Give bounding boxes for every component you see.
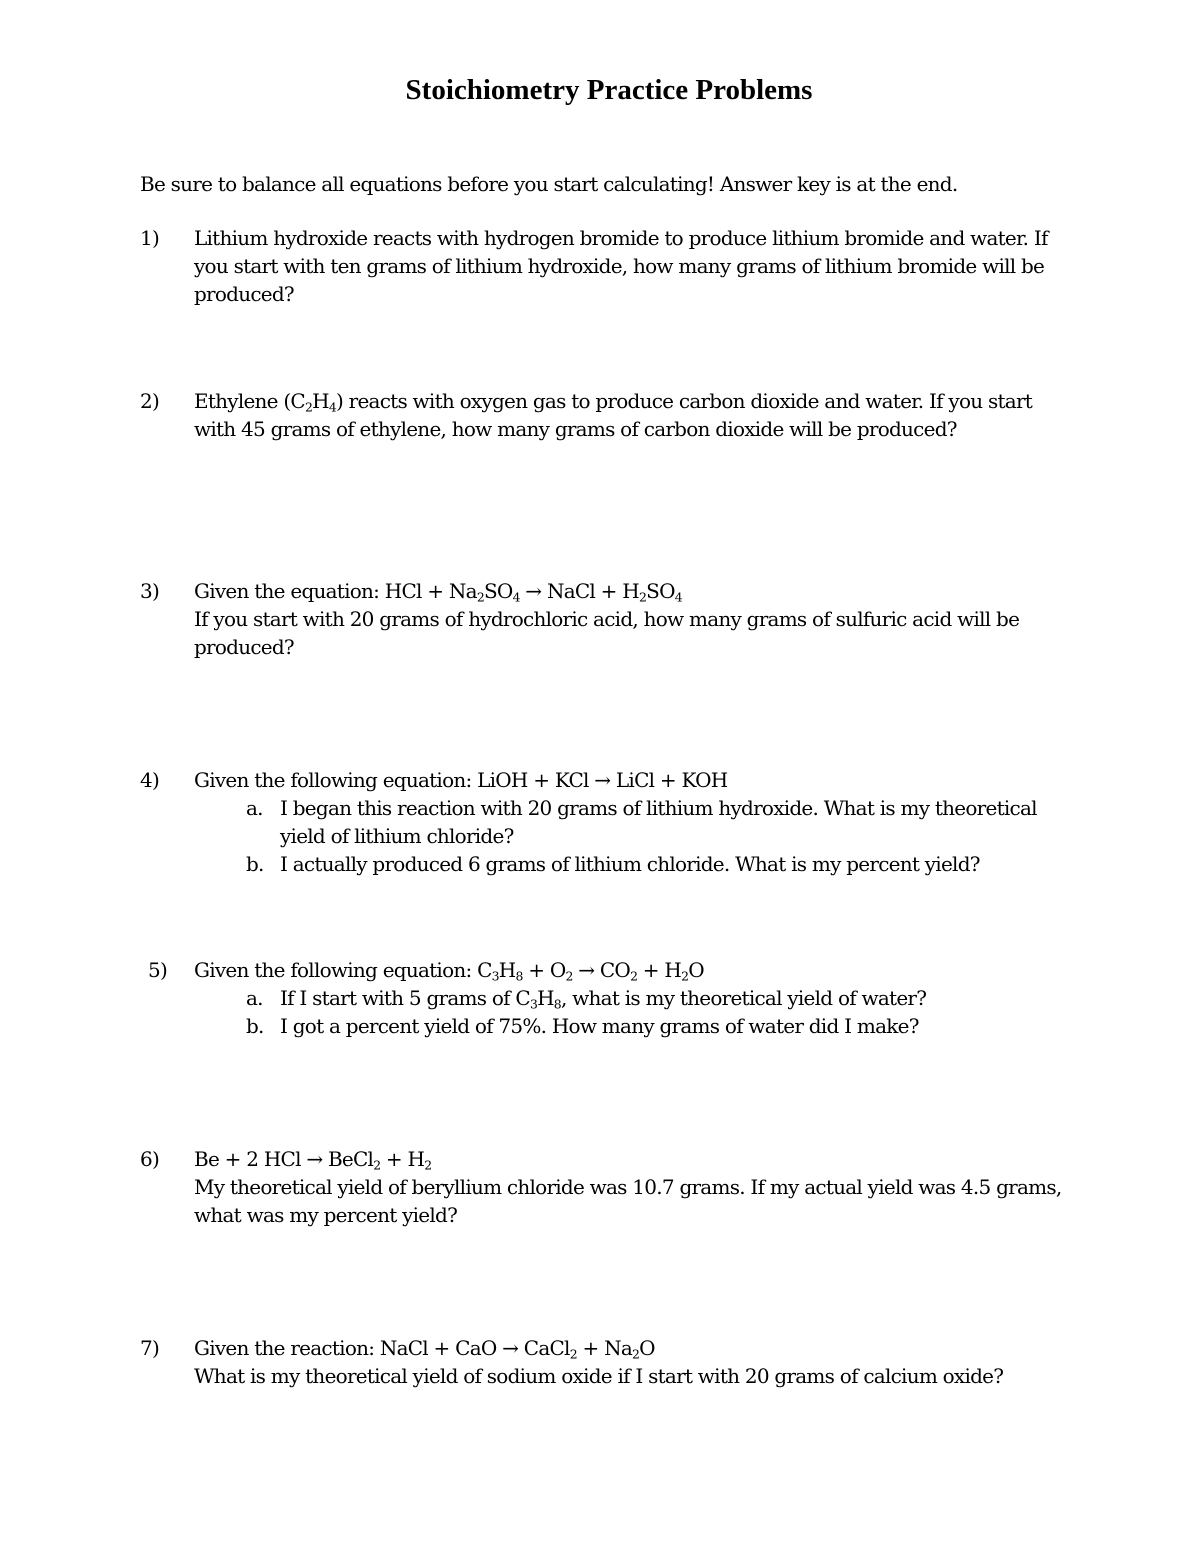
sub-question-a: a. If I start with 5 grams of $C_3H_8$, what is my theoretical yield of water? [246, 986, 927, 1012]
problem-4 [140, 766, 1090, 878]
sub-question-b: b. I got a percent yield of 75%. How many grams of water did I make? [246, 1014, 919, 1038]
sub-question-a: a. I began this reaction with 20 grams of lithium hydroxide. What is my theoretical yield of lithium chloride? [246, 796, 1037, 848]
equation: Given the following equation: $C_3H_8 + O_2 \to CO_2 + H_2O$ [194, 958, 704, 984]
equation: Given the equation: HCl + $Na_2SO_4$ → NaCl + $H_2SO_4$ [194, 579, 682, 605]
problem-1 [140, 224, 1090, 308]
problem-text-line: If you start with 20 grams of hydrochloric acid, how many grams of sulfuric acid will be [194, 607, 1020, 631]
problem-number: 1) [140, 226, 160, 250]
equation: Given the following equation: LiOH + KCl → LiCl + KOH [194, 768, 728, 792]
problem-text-line: with 45 grams of ethylene, how many grams of carbon dioxide will be produced? [194, 417, 957, 441]
problem-text-line: My theoretical yield of beryllium chloride was 10.7 grams. If my actual yield was 4.5 grams, [194, 1175, 1062, 1199]
problem-text-line: Lithium hydroxide reacts with hydrogen bromide to produce lithium bromide and water. If [194, 226, 1048, 250]
equation: Given the reaction: NaCl + CaO → CaCl$_2$ + $Na_2O$ [194, 1336, 655, 1362]
problem-number: 6) [140, 1147, 160, 1171]
problem-number: 4) [140, 768, 160, 792]
problem-number: 2) [140, 389, 160, 413]
problem-number: 7) [140, 1336, 160, 1360]
intro-text: Be sure to balance all equations before you start calculating! Answer key is at the end. [140, 172, 958, 196]
problem-text-line: produced? [194, 635, 294, 659]
problem-text-line: what was my percent yield? [194, 1203, 458, 1227]
equation: Be + 2 HCl → BeCl$_2$ + $H_2$ [194, 1147, 432, 1173]
problem-text-line: you start with ten grams of lithium hydroxide, how many grams of lithium bromide will be [194, 254, 1045, 278]
arrow-icon: → [519, 579, 547, 603]
sub-question-b: b. I actually produced 6 grams of lithium chloride. What is my percent yield? [246, 852, 980, 876]
problem-number: 3) [140, 579, 160, 603]
problem-text-line: Ethylene $(C_2H_4)$ reacts with oxygen gas to produce carbon dioxide and water. If you start [194, 389, 1033, 415]
problem-3 [140, 577, 1090, 661]
problem-6 [140, 1145, 1090, 1229]
problem-5 [140, 956, 1090, 1040]
problem-text-line: produced? [194, 282, 294, 306]
page-title: Stoichiometry Practice Problems [405, 74, 813, 106]
problem-7 [140, 1334, 1090, 1390]
problem-text-line: What is my theoretical yield of sodium oxide if I start with 20 grams of calcium oxide? [194, 1364, 1004, 1388]
problem-2 [140, 387, 1090, 443]
problem-number: 5) [148, 958, 168, 982]
